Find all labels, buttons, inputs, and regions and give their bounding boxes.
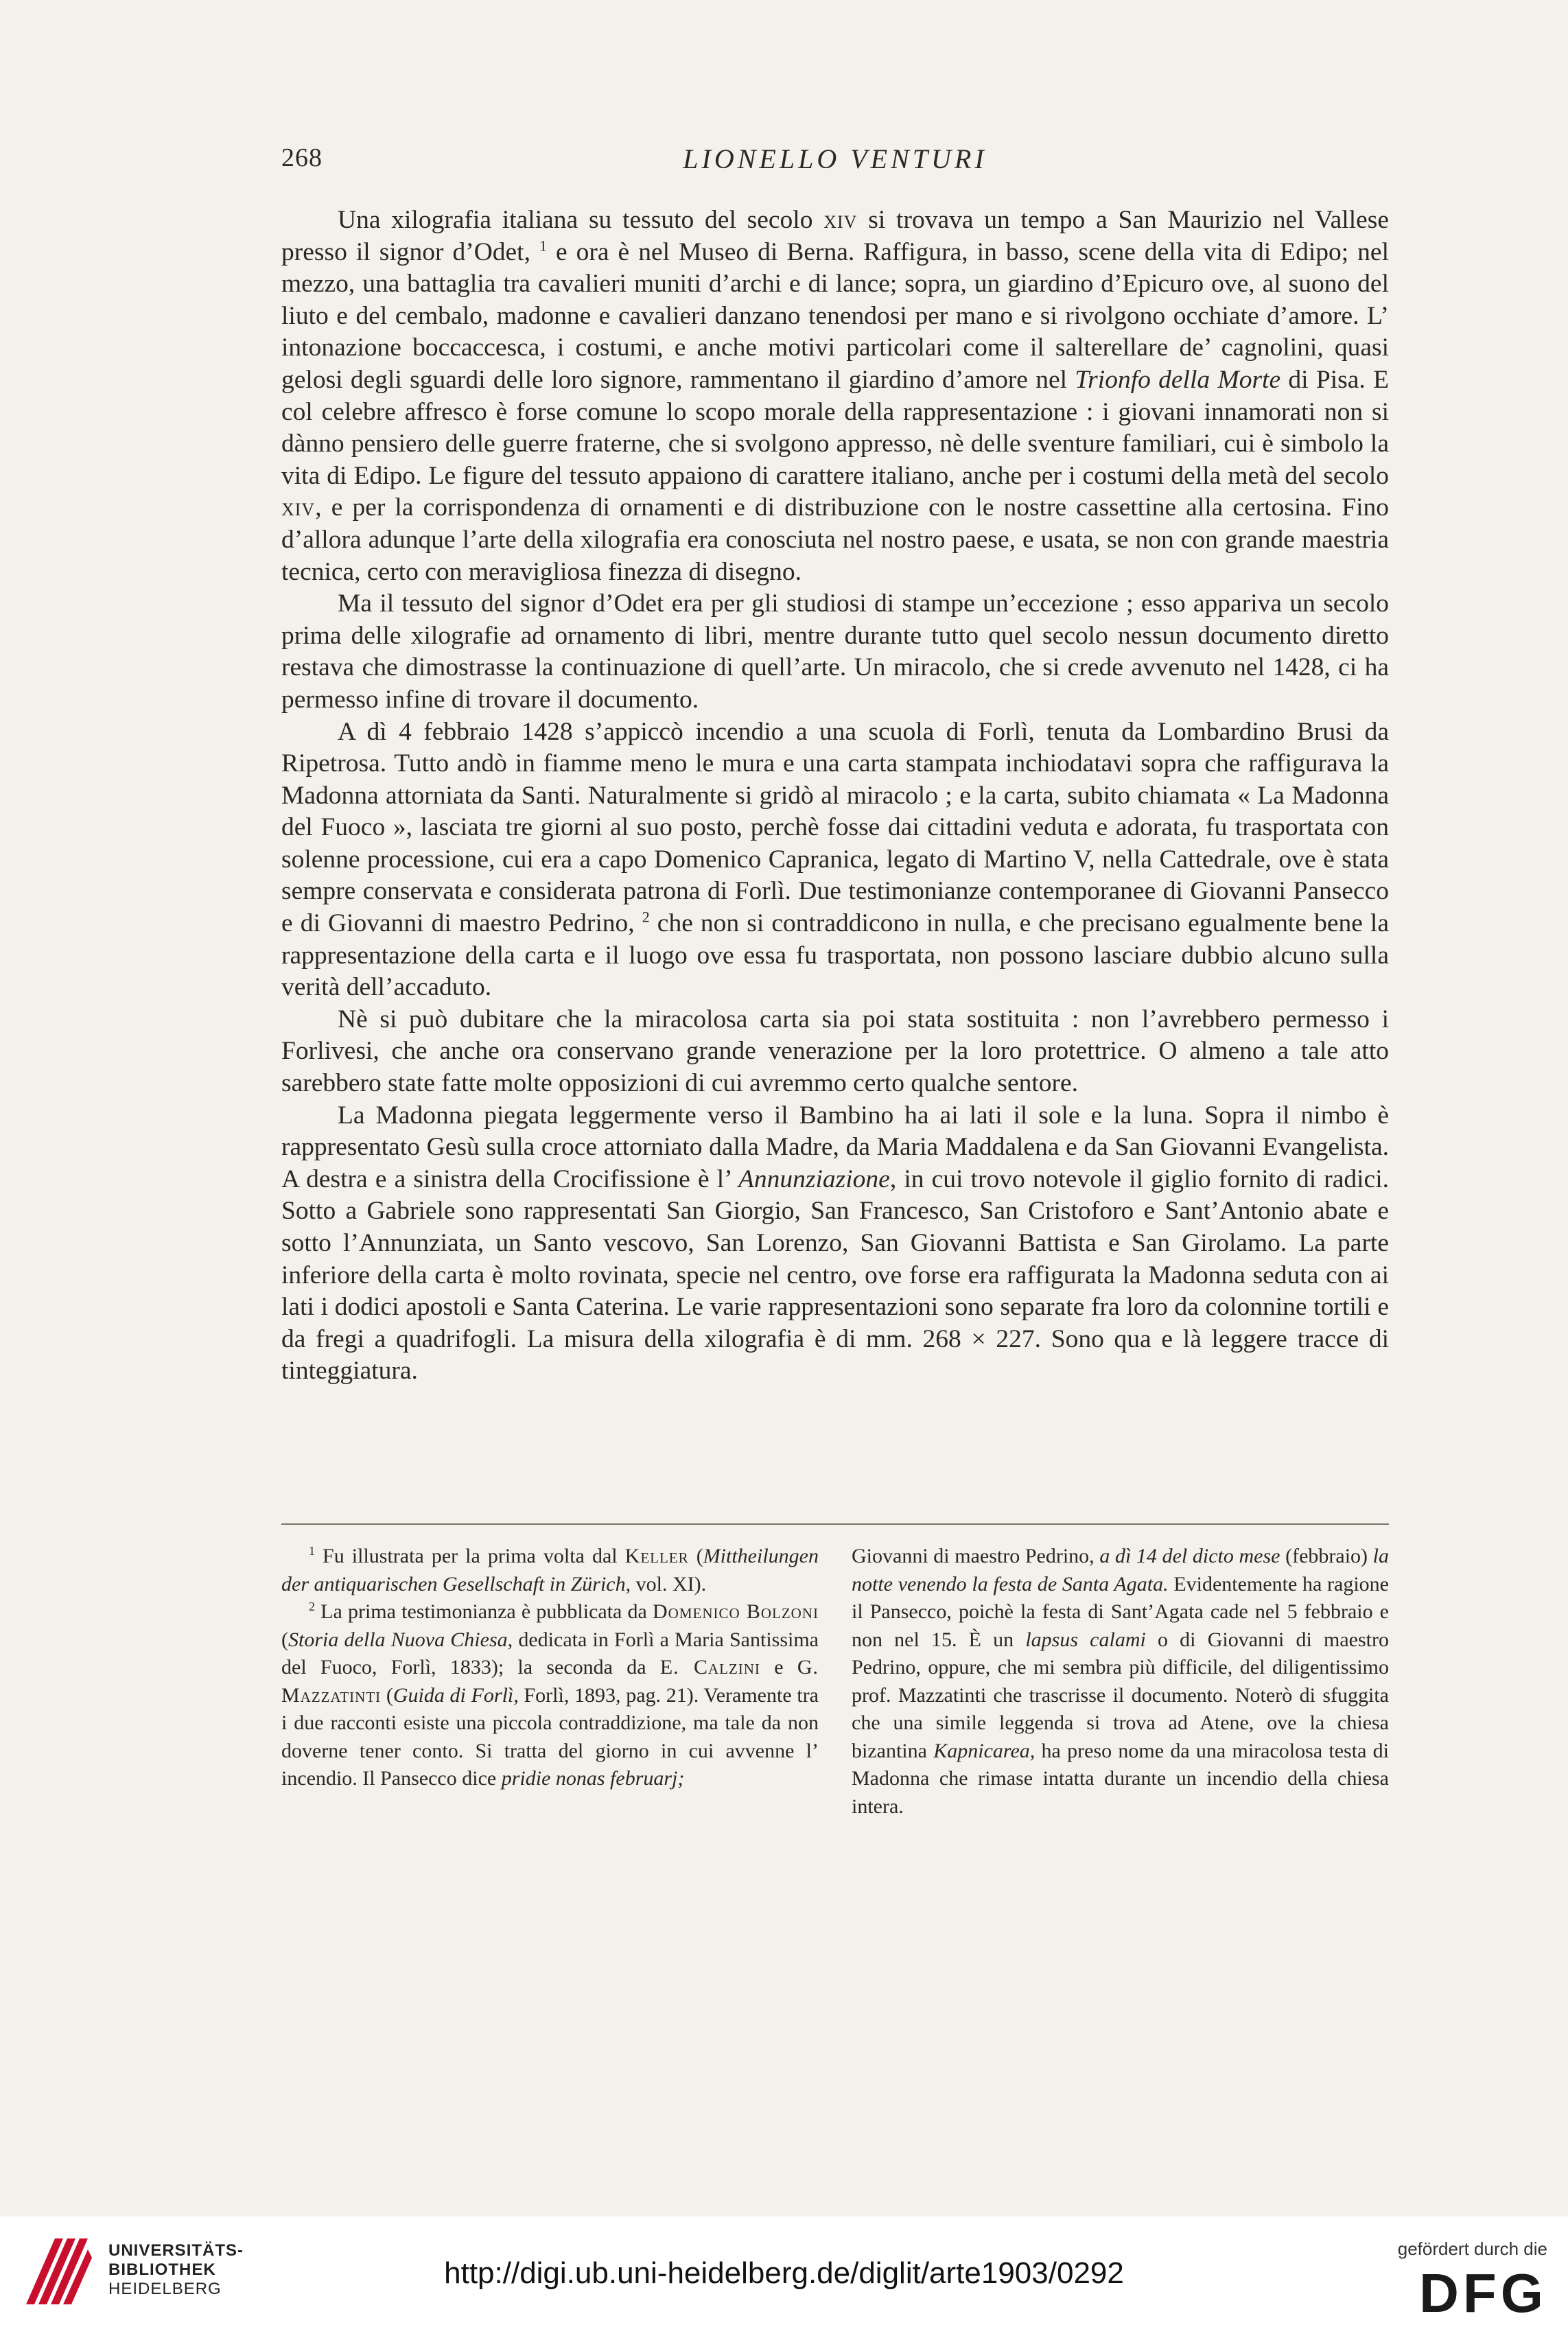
paragraph: A dì 4 febbraio 1428 s’appiccò incendio a una scuola di Forlì, tenuta da Lombardino Brusi da Ripetrosa. Tutto andò in fiamme meno le mura e una carta stampata inchiodatavi sopra che raffigurava la Madonna attorniata da Santi. Naturalmente si gridò al miracolo ; e la carta, subito chiamata « La Madonna del Fuoco », lasciata tre giorni al suo posto, perchè fosse dai cittadini veduta e adorata, fu trasportata con solenne processione, cui era a capo Domenico Capranica, legato di Martino V, nella Cattedrale, ove è stata sempre conservata e considerata patrona di Forlì. Due testimonianze contemporanee di Giovanni Pansecco e di Giovanni di maestro Pedrino, $^2$ che non si contraddicono in nulla, e che precisano egualmente bene la rappresentazione della carta e il luogo ove essa fu trasportata, non possono lasciare dubbio alcuno sulla verità dell’accaduto. <box>281 717 1389 1002</box>
small-caps-text: Domenico Bolzoni <box>653 1600 819 1623</box>
footnote-marker: 1 <box>309 1544 315 1558</box>
dfg-logo: DFG <box>1419 2262 1547 2324</box>
digitization-footer <box>0 2217 1568 2327</box>
library-name-line: BIBLIOTHEK <box>108 2260 216 2279</box>
italic-text: Mittheilungen der antiquarischen Gesellschaft in Zürich, <box>281 1545 819 1595</box>
italic-text: Storia della Nuova Chiesa, <box>288 1628 513 1651</box>
footnote-marker: 2 <box>642 908 650 926</box>
italic-text: pridie nonas februarj; <box>501 1767 685 1790</box>
footnote-marker: 1 <box>539 237 547 255</box>
small-caps-text: E. Calzini <box>659 1656 760 1679</box>
permalink[interactable]: http://digi.ub.uni-heidelberg.de/diglit/arte1903/0292 <box>444 2256 1124 2290</box>
page-number: 268 <box>281 143 323 172</box>
small-caps-text: xiv <box>281 493 316 522</box>
paragraph: Nè si può dubitare che la miracolosa carta sia poi stata sostituita : non l’avrebbero permesso i Forlivesi, che anche ora conservano grande venerazione per la loro protettrice. O almeno a tale atto sarebbero state fatte molte opposizioni di cui avremmo certo qualche sentore. <box>281 1005 1389 1098</box>
italic-text: lapsus calami <box>1025 1628 1146 1651</box>
footnote-continuation: Giovanni di maestro Pedrino, a dì 14 del dicto mese (febbraio) la notte venendo la festa de Santa Agata. Evidentemente ha ragione il Pansecco, poichè la festa di Sant’Agata cade nel 5 febbraio e non nel 15. È un lapsus calami o di Giovanni di maestro Pedrino, oppure, che mi sembra più difficile, del diligentissimo prof. Mazzatinti che trascrisse il documento. Noterò di sfuggita che una simile leggenda si trova ad Atene, ove la chiesa bizantina Kapnicarea, ha preso nome da una miracolosa testa di Madonna che rimase intatta durante un incendio della chiesa intera. <box>852 1545 1389 1818</box>
library-name-line: HEIDELBERG <box>108 2280 222 2298</box>
italic-text: Annunziazione <box>738 1165 890 1193</box>
small-caps-text: Keller <box>624 1545 689 1567</box>
italic-text: la notte venendo la festa de Santa Agata. <box>852 1545 1389 1595</box>
footnotes <box>281 1543 1389 1821</box>
footnote: $^1$ Fu illustrata per la prima volta dal Keller (Mittheilungen der antiquarischen Gesellschaft in Zürich, vol. XI). <box>281 1544 819 1595</box>
funder-label: gefördert durch die <box>1397 2238 1547 2259</box>
body-text <box>281 204 1389 1388</box>
library-name-line: UNIVERSITÄTS- <box>108 2241 244 2260</box>
small-caps-text: xiv <box>823 206 858 234</box>
small-caps-text: G. Mazzatinti <box>281 1656 819 1707</box>
paragraph: La Madonna piegata leggermente verso il Bambino ha ai lati il sole e la luna. Sopra il nimbo è rappresentato Gesù sulla croce attorniato dalla Madre, da Maria Maddalena e da San Giovanni Evangelista. A destra e a sinistra della Crocifissione è l’ Annunziazione, in cui trovo notevole il giglio fornito di radici. Sotto a Gabriele sono rappresentati San Giorgio, San Francesco, San Cristoforo e Sant’Antonio abate e sotto l’Annunziata, un Santo vescovo, San Lorenzo, San Giovanni Battista e San Girolamo. La parte inferiore della carta è molto rovinata, specie nel centro, ove forse era raffigurata la Madonna seduta con ai lati i dodici apostoli e Santa Caterina. Le varie rappresentazioni sono separate fra loro da colonnine tortili e da fregi a quadrifogli. La misura della xilografia è di mm. 268 × 227. Sono qua e là leggere tracce di tinteggiatura. <box>281 1101 1390 1385</box>
footnote: $^2$ La prima testimonianza è pubblicata da Domenico Bolzoni (Storia della Nuova Chiesa, dedicata in Forlì a Maria Santissima del Fuoco, Forlì, 1833); la seconda da E. Calzini e G. Mazzatinti (Guida di Forlì, Forlì, 1893, pag. 21). Veramente tra i due racconti esiste una piccola contraddizione, ma tale da non doverne tener conto. Si tratta del giorno in cui avvenne l’ incendio. Il Pansecco dice pridie nonas februarj; <box>281 1600 819 1790</box>
paragraph: Ma il tessuto del signor d’Odet era per gli studiosi di stampe un’eccezione ; esso appariva un secolo prima delle xilografie ad ornamento di libri, mentre durante tutto quel secolo nessun documento diretto restava che dimostrasse la continuazione di quell’arte. Un miracolo, che si crede avvenuto nel 1428, ci ha permesso infine di trovare il documento. <box>281 589 1389 714</box>
italic-text: Guida di Forlì, <box>393 1683 519 1707</box>
footnote-marker: 2 <box>309 1600 315 1613</box>
footnote-column-left <box>281 1543 819 1821</box>
italic-text: Trionfo della Morte <box>1075 365 1281 394</box>
footnote-rule <box>281 1523 1389 1525</box>
italic-text: Kapnicarea, <box>933 1739 1035 1762</box>
paragraph: Una xilografia italiana su tessuto del secolo xiv si trovava un tempo a San Maurizio nel Vallese presso il signor d’Odet, $^1$ e ora è nel Museo di Berna. Raffigura, in basso, scene della vita di Edipo; nel mezzo, una battaglia tra cavalieri muniti d’archi e di lance; sopra, un giardino d’Epicuro ove, al suono del liuto e del cembalo, madonne e cavalieri danzano tenendosi per mano e si rivolgono occhiate d’amore. L’ intonazione boccaccesca, i costumi, e anche motivi particolari come il salterellare de’ cagnolini, quasi gelosi degli sguardi delle loro signore, rammentano il giardino d’amore nel Trionfo della Morte di Pisa. E col celebre affresco è forse comune lo scopo morale della rappresentazione : i giovani innamorati non si dànno pensiero delle guerre fraterne, che si svolgono appresso, nè delle sventure familiari, cui è simbolo la vita di Edipo. Le figure del tessuto appaiono di carattere italiano, anche per i costumi della metà del secolo xiv, e per la corrispondenza di ornamenti e di distribuzione con le nostre cassettine alla certosina. Fino d’allora adunque l’arte della xilografia era conosciuta nel nostro paese, e usata, se non con grande maestria tecnica, certo con meravigliosa finezza di disegno. <box>281 206 1390 586</box>
running-head <box>281 143 1389 184</box>
running-title: LIONELLO VENTURI <box>683 143 987 174</box>
italic-text: a dì 14 del dicto mese <box>1099 1545 1280 1567</box>
footnote-column-right <box>852 1543 1389 1821</box>
